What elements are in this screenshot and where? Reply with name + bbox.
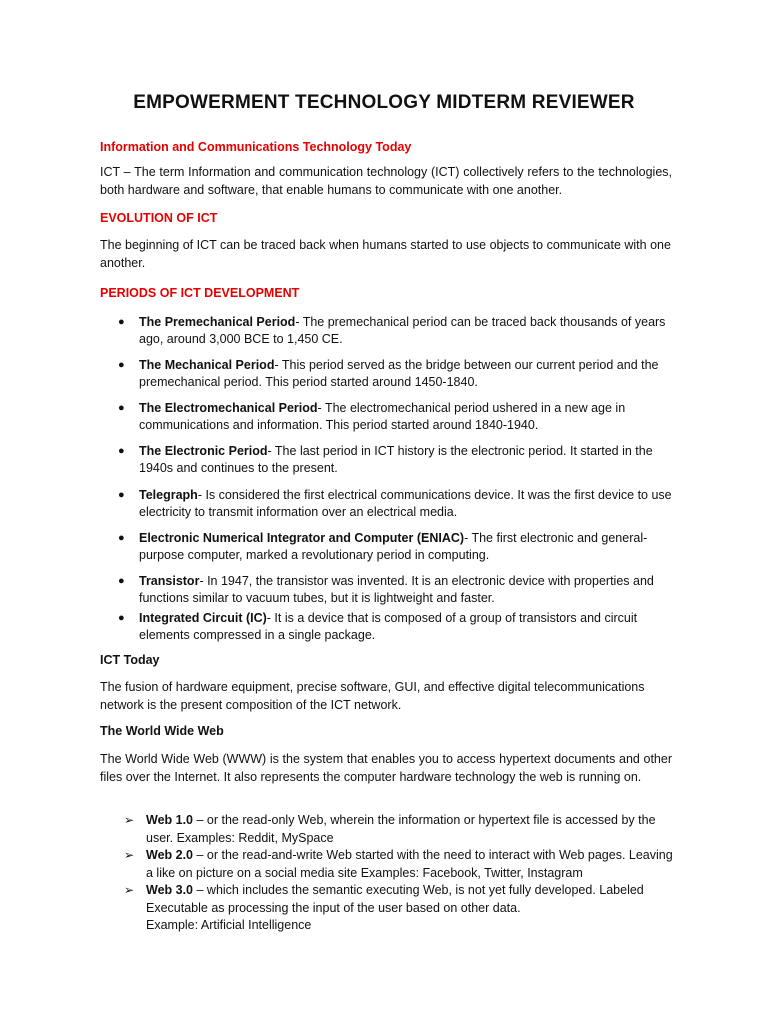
list-item: Telegraph- Is considered the first electrical communications device. It was the first device to use electricity to transmit information over an electrical media. xyxy=(139,488,672,519)
list-item: The Electromechanical Period- The electromechanical period ushered in a new age in communications and information. This period started around 1840-1940. xyxy=(139,401,626,432)
arrow-bullet-icon: ➢ xyxy=(124,813,135,827)
ict-today-heading: ICT Today xyxy=(100,653,160,667)
evolution-heading: EVOLUTION OF ICT xyxy=(100,211,218,225)
list-item: Web 1.0 – or the read-only Web, wherein the information or hypertext file is accessed by the user. Examples: Reddit, MySpace xyxy=(146,813,656,845)
list-item: The Electronic Period- The last period in ICT history is the electronic period. It started in the 1940s and continues to the present. xyxy=(139,444,653,475)
list-item: Web 2.0 – or the read-and-write Web started with the need to interact with Web pages. Leaving a like on picture on a social media site Examples: Facebook, Twitter, Instagram xyxy=(146,848,673,880)
list-item: The Mechanical Period- This period served as the bridge between our current period and the premechanical period. This period started around 1450-1840. xyxy=(139,358,659,389)
evolution-paragraph: The beginning of ICT can be traced back when humans started to use objects to communicate with one another. xyxy=(100,238,671,270)
ict-definition-text: – The term Information and communication technology (ICT) collectively refers to the technologies, both hardware and software, that enable humans to communicate with one another. xyxy=(100,165,672,197)
bullet-icon: ● xyxy=(118,612,125,624)
list-item: The Premechanical Period- The premechanical period can be traced back thousands of years ago, around 3,000 BCE to 1,450 CE. xyxy=(139,315,666,346)
document-title: EMPOWERMENT TECHNOLOGY MIDTERM REVIEWER xyxy=(133,92,635,113)
list-item: Electronic Numerical Integrator and Computer (ENIAC)- The first electronic and general-purpose computer, marked a revolutionary period in computing. xyxy=(139,531,648,562)
www-paragraph: The World Wide Web (WWW) is the system that enables you to access hypertext documents and other files over the Internet. It also represents the computer hardware technology the web is running on. xyxy=(100,752,672,784)
ict-term: ICT xyxy=(100,165,120,179)
bullet-icon: ● xyxy=(118,532,125,544)
bullet-icon: ● xyxy=(118,359,125,371)
list-item: Web 3.0 – which includes the semantic executing Web, is not yet fully developed. Labeled Executable as processing the input of the user based on other data. Example: Artificial Intelligence xyxy=(146,883,644,932)
bullet-icon: ● xyxy=(118,575,125,587)
web3-example: Example: Artificial Intelligence xyxy=(146,918,312,932)
periods-heading: PERIODS OF ICT DEVELOPMENT xyxy=(100,286,300,300)
bullet-icon: ● xyxy=(118,402,125,414)
www-heading: The World Wide Web xyxy=(100,724,224,738)
arrow-bullet-icon: ➢ xyxy=(124,848,135,862)
list-item: Integrated Circuit (IC)- It is a device that is composed of a group of transistors and circuit elements compressed in a single package. xyxy=(139,611,638,642)
ict-definition-paragraph xyxy=(100,164,672,199)
ict-today-paragraph: The fusion of hardware equipment, precise software, GUI, and effective digital telecommunications network is the present composition of the ICT network. xyxy=(100,680,645,712)
ict-today-red-heading: Information and Communications Technology Today xyxy=(100,140,412,154)
bullet-icon: ● xyxy=(118,445,125,457)
arrow-bullet-icon: ➢ xyxy=(124,883,135,897)
bullet-icon: ● xyxy=(118,489,125,501)
bullet-icon: ● xyxy=(118,316,125,328)
list-item: Transistor- In 1947, the transistor was invented. It is an electronic device with properties and functions similar to vacuum tubes, but it is lightweight and faster. xyxy=(139,574,654,605)
